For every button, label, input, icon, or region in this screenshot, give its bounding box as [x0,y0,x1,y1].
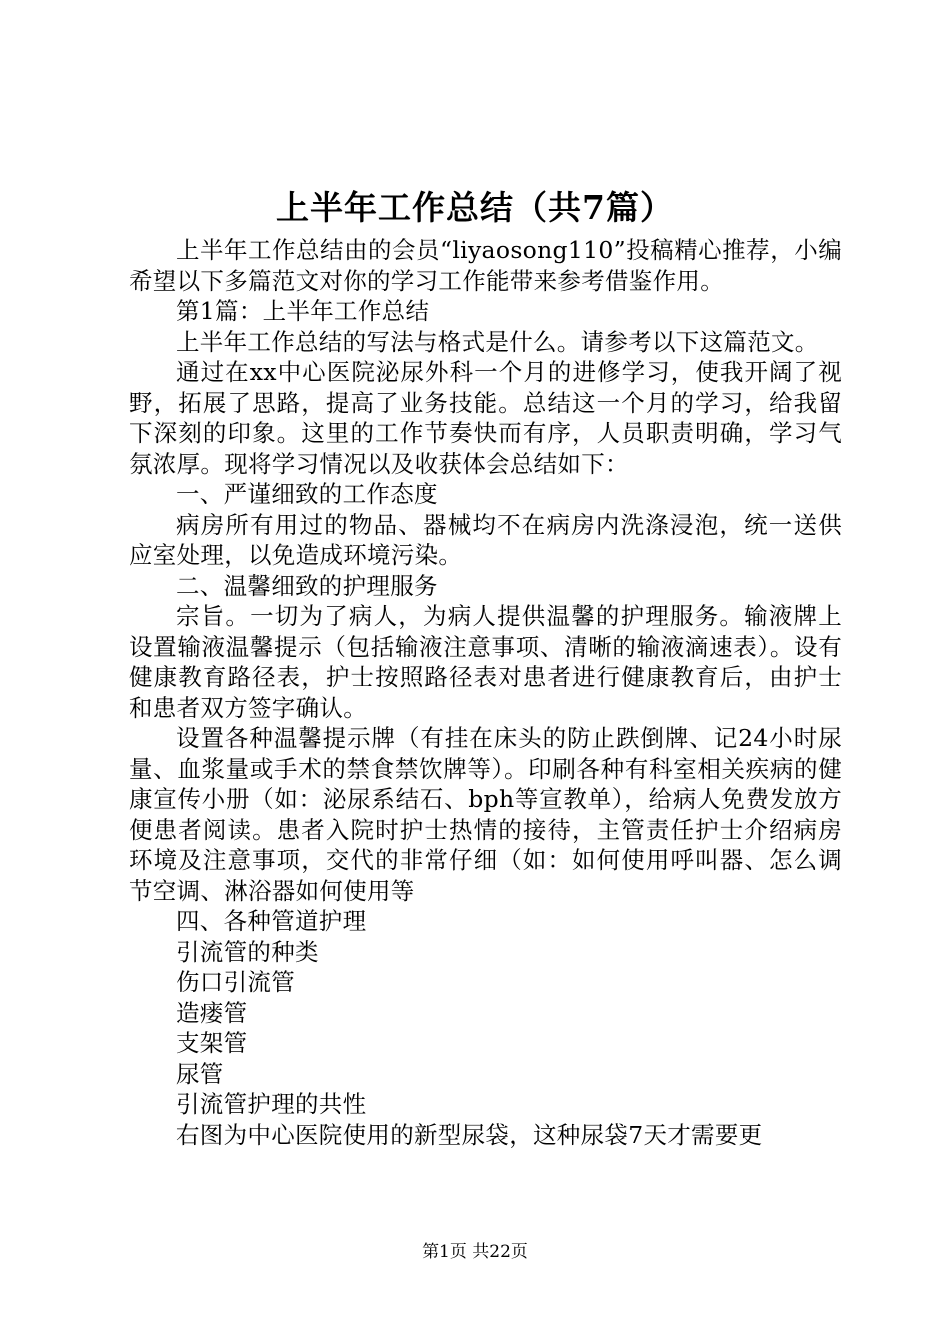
document-body [129,235,842,1150]
paragraph-intro: 上半年工作总结由的会员“liyaosong110”投稿精心推荐，小编希望以下多篇范文对你的学习工作能带来参考借鉴作用。 [129,236,842,295]
paragraph: 宗旨。一切为了病人，为病人提供温馨的护理服务。输液牌上设置输液温馨提示（包括输液注意事项、清晰的输液滴速表）。设有健康教育路径表，护士按照路径表对患者进行健康教育后，由护士和患者双方签字确认。 [129,602,842,722]
paragraph: 右图为中心医院使用的新型尿袋，这种尿袋7天才需要更 [176,1120,763,1149]
paragraph: 通过在xx中心医院泌尿外科一个月的进修学习，使我开阔了视野，拓展了思路，提高了业务技能。总结这一个月的学习，给我留下深刻的印象。这里的工作节奏快而有序，人员职责明确，学习气氛浓厚。现将学习情况以及收获体会总结如下： [129,358,842,478]
paragraph: 设置各种温馨提示牌（有挂在床头的防止跌倒牌、记24小时尿量、血浆量或手术的禁食禁饮牌等）。印刷各种有科室相关疾病的健康宣传小册（如：泌尿系结石、bph等宣教单），给病人免费发放方便患者阅读。患者入院时护士热情的接待，主管责任护士介绍病房环境及注意事项，交代的非常仔细（如：如何使用呼叫器、怎么调节空调、淋浴器如何使用等 [129,724,842,905]
list-item: 支架管 [176,1029,248,1057]
page-number-footer: 第1页 共22页 [422,1242,528,1262]
list-item: 引流管的种类 [176,937,319,966]
paragraph-heading-part1: 第1篇：上半年工作总结 [176,297,430,325]
paragraph: 上半年工作总结的写法与格式是什么。请参考以下这篇范文。 [176,327,819,356]
section-heading: 一、严谨细致的工作态度 [176,480,438,508]
list-item: 造瘘管 [176,998,248,1027]
paragraph: 病房所有用过的物品、器械均不在病房内洗涤浸泡，统一送供应室处理，以免造成环境污染。 [129,510,842,569]
document-title: 上半年工作总结（共7篇） [276,188,674,227]
section-heading: 四、各种管道护理 [176,907,367,935]
list-item: 尿管 [176,1059,224,1088]
list-item: 伤口引流管 [176,968,295,996]
section-heading: 二、温馨细致的护理服务 [176,571,438,600]
list-item: 引流管护理的共性 [176,1090,367,1118]
